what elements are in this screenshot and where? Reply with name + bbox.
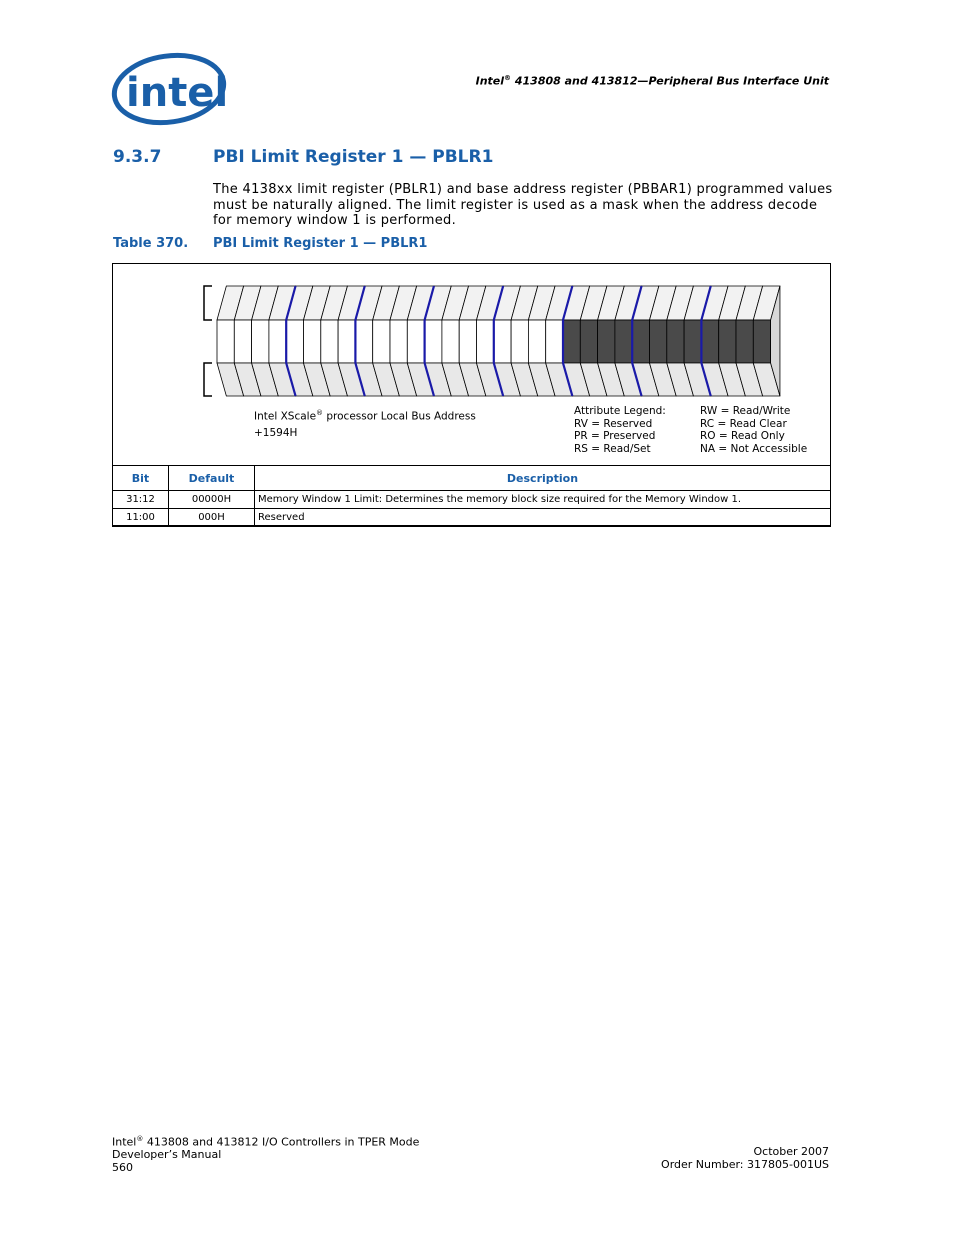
address-line-1: Intel XScale® processor Local Bus Address xyxy=(254,409,476,423)
table-row xyxy=(113,509,831,527)
logo-text: intel xyxy=(126,70,228,116)
cell-bit: 11:00 xyxy=(113,509,169,527)
bit-cell xyxy=(477,320,494,363)
bit-cell xyxy=(650,320,667,363)
footer-doc-type: Developer’s Manual xyxy=(112,1148,222,1162)
bit-cell xyxy=(563,320,580,363)
legend-right xyxy=(700,405,807,455)
bit-cell xyxy=(701,320,718,363)
cell-default: 00000H xyxy=(169,491,255,509)
address-line-2: +1594H xyxy=(254,426,298,439)
bit-cell xyxy=(338,320,355,363)
bit-cell xyxy=(234,320,251,363)
bit-cell xyxy=(580,320,597,363)
footer-product: Intel® 413808 and 413812 I/O Controllers in TPER Mode xyxy=(112,1135,420,1149)
bit-cell xyxy=(719,320,736,363)
bit-cell xyxy=(615,320,632,363)
legend-item: RC = Read Clear xyxy=(700,417,787,430)
bit-cell xyxy=(286,320,303,363)
footer-order-number: Order Number: 317805-001US xyxy=(661,1157,829,1171)
bit-cell xyxy=(511,320,528,363)
bit-cell xyxy=(528,320,545,363)
section-number: 9.3.7 xyxy=(113,147,162,167)
bit-cell xyxy=(667,320,684,363)
bit-cell xyxy=(304,320,321,363)
header-bit: Bit xyxy=(113,466,169,491)
legend-item: RO = Read Only xyxy=(700,430,785,442)
legend-item: RV = Reserved xyxy=(574,417,653,430)
bit-cell xyxy=(684,320,701,363)
bit-cell xyxy=(269,320,286,363)
bit-cell xyxy=(736,320,753,363)
bit-cell xyxy=(632,320,649,363)
bit-cell xyxy=(442,320,459,363)
register-address xyxy=(254,405,476,441)
header-description: Description xyxy=(255,466,831,491)
bit-cell xyxy=(494,320,511,363)
bit-cell xyxy=(459,320,476,363)
legend-item: NA = Not Accessible xyxy=(700,442,808,455)
bit-cell xyxy=(546,320,563,363)
footer-right xyxy=(661,1146,829,1171)
cell-description: Reserved xyxy=(255,509,831,527)
running-header: Intel® 413808 and 413812—Peripheral Bus Interface Unit xyxy=(475,74,829,88)
bit-cell xyxy=(425,320,442,363)
bit-cell xyxy=(252,320,269,363)
section-title: PBI Limit Register 1 — PBLR1 xyxy=(213,147,494,167)
table-number: Table 370. xyxy=(113,236,189,251)
cell-default: 000H xyxy=(169,509,255,527)
bit-cell xyxy=(598,320,615,363)
cell-description: Memory Window 1 Limit: Determines the memory block size required for the Memory Window 1. xyxy=(255,491,831,509)
footer-left xyxy=(112,1133,419,1174)
legend-item: PR = Preserved xyxy=(574,430,656,442)
bit-cell xyxy=(407,320,424,363)
bit-cell xyxy=(321,320,338,363)
bit-cell xyxy=(753,320,770,363)
legend-left xyxy=(574,405,666,455)
footer-date: October 2007 xyxy=(753,1145,829,1158)
cell-bit: 31:12 xyxy=(113,491,169,509)
fields-table xyxy=(112,465,831,527)
table-row xyxy=(113,491,831,509)
legend-item: RS = Read/Set xyxy=(574,442,651,455)
table-header-row xyxy=(113,466,831,491)
intel-logo xyxy=(110,50,228,128)
legend-title: Attribute Legend: xyxy=(574,405,666,417)
bracket-bottom xyxy=(204,363,212,396)
section-body: The 4138xx limit register (PBLR1) and base address register (PBBAR1) programmed values must be naturally aligned. The limit register is used as a mask when the address decode for memory window 1 is performed. xyxy=(213,182,833,228)
legend-item: RW = Read/Write xyxy=(700,405,791,417)
register-bit-diagram xyxy=(200,282,790,400)
header-default: Default xyxy=(169,466,255,491)
bracket-top xyxy=(204,286,212,320)
bit-cell xyxy=(355,320,372,363)
footer-page-number: 560 xyxy=(112,1160,133,1174)
bit-cell xyxy=(217,320,234,363)
table-title: PBI Limit Register 1 — PBLR1 xyxy=(213,236,428,251)
bit-cell xyxy=(373,320,390,363)
bit-cell xyxy=(390,320,407,363)
